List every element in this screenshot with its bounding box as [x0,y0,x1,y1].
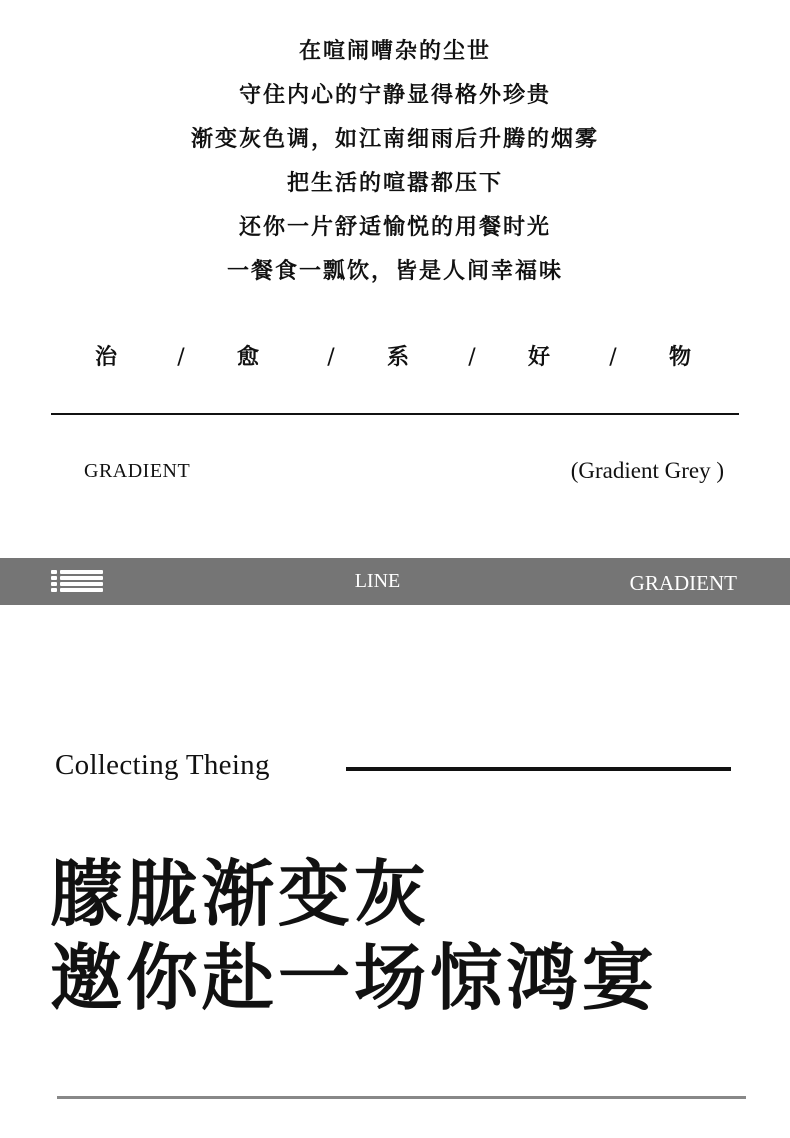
tag-separator: / [609,345,617,370]
headline [50,852,658,1020]
tag-separator: / [468,345,476,370]
tag-item: 治 [94,345,118,370]
gray-banner [0,558,790,605]
poem-line: 一餐食一瓢饮，皆是人间幸福味 [226,259,563,284]
bottom-divider [57,1096,746,1099]
gradient-label: GRADIENT [84,460,191,482]
headline-line-1: 朦胧渐变灰 [50,852,431,936]
poem-block [0,30,790,294]
tag-row [0,340,790,376]
gradient-grey-label: (Gradient Grey ) [570,458,724,483]
collecting-rule [346,767,731,771]
poem-line: 把生活的喧嚣都压下 [286,171,503,196]
divider-line [51,413,739,415]
poem-line: 还你一片舒适愉悦的用餐时光 [238,215,551,240]
tag-item: 好 [527,345,551,370]
poem-line: 守住内心的宁静显得格外珍贵 [238,83,551,108]
tag-separator: / [327,345,335,370]
banner-gradient-label: GRADIENT [629,571,737,595]
tag-item: 系 [386,345,410,370]
poem-line: 渐变灰色调，如江南细雨后升腾的烟雾 [190,127,599,152]
poem-line: 在喧闹嘈杂的尘世 [298,39,491,64]
headline-line-2: 邀你赴一场惊鸿宴 [50,936,659,1020]
banner-line-label: LINE [354,570,401,592]
tag-item: 物 [668,345,692,370]
tag-separator: / [177,345,185,370]
collecting-title: Collecting Theing [55,749,270,781]
tag-item: 愈 [236,345,260,370]
